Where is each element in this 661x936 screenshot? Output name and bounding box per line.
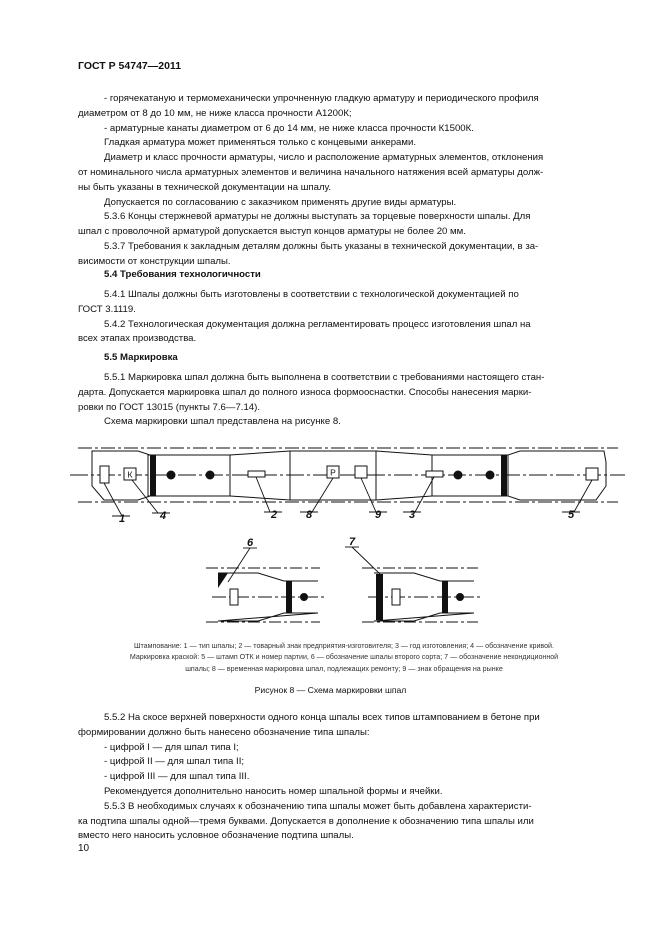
text-line: формировании должно быть нанесено обозначение типа шпалы: [78,726,370,738]
section-heading-5-4: 5.4 Требования технологичности [104,269,261,280]
document-id: ГОСТ Р 54747—2011 [78,60,182,72]
text-line: Диаметр и класс прочности арматуры, число и расположение арматурных элементов, отклонения [104,152,544,164]
text-line: ровки по ГОСТ 13015 (пункты 7.6—7.14). [78,401,260,413]
text-line: - цифрой III — для шпал типа III. [104,771,250,783]
callout-6: 6 [246,537,254,549]
text-line: шпал с проволочной арматурой допускается выступ концов арматуры не более 20 мм. [78,226,466,238]
text-line: ГОСТ 3.1119. [78,303,136,315]
text-line: 5.5.3 В необходимых случаях к обозначению типа шпалы может быть добавлена характеристи- [104,800,532,812]
text-line: дарта. Допускается маркировка шпал до полного износа формооснастки. Способы нанесения марки- [78,386,532,398]
mark-otk-box [586,468,598,480]
callout-8: 8 [305,509,313,521]
text-line: висимости от конструкции шпалы. [78,255,231,267]
callout-5: 5 [567,509,575,521]
text-line: всех этапах производства. [78,333,197,345]
sleeper-marking-diagram [0,420,661,660]
figure-caption: Рисунок 8 — Схема маркировки шпал [254,685,407,695]
text-line: - арматурные канаты диаметром от 6 до 14 мм, не ниже класса прочности К1500К. [104,122,474,134]
text-line: Допускается по согласованию с заказчиком применять другие виды арматуры. [104,196,457,208]
text-line: 5.4.1 Шпалы должны быть изготовлены в соответствии с технологической документацией по [104,289,519,300]
mark-k-label: К [127,469,133,480]
callout-3: 3 [408,509,416,521]
callout-2: 2 [270,509,278,521]
legend-line: шпалы; 8 — временная маркировка шпал, подлежащих ремонту; 9 — знак обращения на рынке [185,664,503,673]
callout-7: 7 [348,536,356,548]
mark-p-label: Р [330,467,336,478]
page-number: 10 [78,843,90,854]
section-5-4-text [78,288,614,347]
text-line: Гладкая арматура может применяться только с концевыми анкерами. [104,137,417,149]
callout-1: 1 [118,513,126,525]
text-line: 5.5.1 Маркировка шпал должна быть выполнена в соответствии с требованиями настоящего стан- [104,372,545,383]
text-line: 5.5.2 На скосе верхней поверхности одного конца шпалы всех типов штампованием в бетоне при [104,712,540,723]
figure-legend [70,641,618,675]
text-line: 5.4.2 Технологическая документация должна регламентировать процесс изготовления шпал на [104,318,531,330]
text-line: вместо него наносить условное обозначение подтипа шпалы. [78,830,354,842]
legend-line: Маркировка краской: 5 — штамп ОТК и номер партии, 6 — обозначение шпалы второго сорта; 7 — обозначение некондиционной [129,653,559,662]
text-line: диаметром от 8 до 10 мм, не ниже класса прочности А1200К; [78,107,352,119]
text-line: Рекомендуется дополнительно наносить номер шпальной формы и ячейки. [104,785,443,797]
text-line: ка подтипа шпалы одной—тремя буквами. Допускается в дополнение к обозначению типа шпалы или [78,815,534,827]
text-line: 5.3.7 Требования к закладным деталям должны быть указаны в технической документации, в за- [104,240,539,252]
text-line: - цифрой I — для шпал типа I; [104,741,239,753]
text-line: - горячекатаную и термомеханически упрочненную гладкую арматуру и периодического профиля [104,93,539,104]
bottom-text [78,711,614,844]
text-line: ны быть указаны в технической документации на шпалу. [78,181,332,193]
text-line: - цифрой II — для шпал типа II; [104,756,245,768]
mark-sign-box [355,466,367,478]
text-line: 5.3.6 Концы стержневой арматуры не должны выступать за торцевые поверхности шпалы. Для [104,211,531,223]
callout-9: 9 [374,509,382,521]
legend-line: Штампование: 1 — тип шпалы; 2 — товарный знак предприятия-изготовителя; 3 — год изготовления; 4 — обозначение кривой. [133,642,554,650]
mark-trademark-rect [248,471,265,477]
top-text [78,92,614,270]
mark-year-rect [426,471,443,477]
text-line: от номинального числа арматурных элементов и величина начального натяжения всей арматуры долж- [78,166,544,178]
section-heading-5-5: 5.5 Маркировка [104,352,178,363]
mark-type-rect [100,466,109,483]
text-line: Схема маркировки шпал представлена на рисунке 8. [104,416,341,428]
callout-4: 4 [159,510,167,522]
